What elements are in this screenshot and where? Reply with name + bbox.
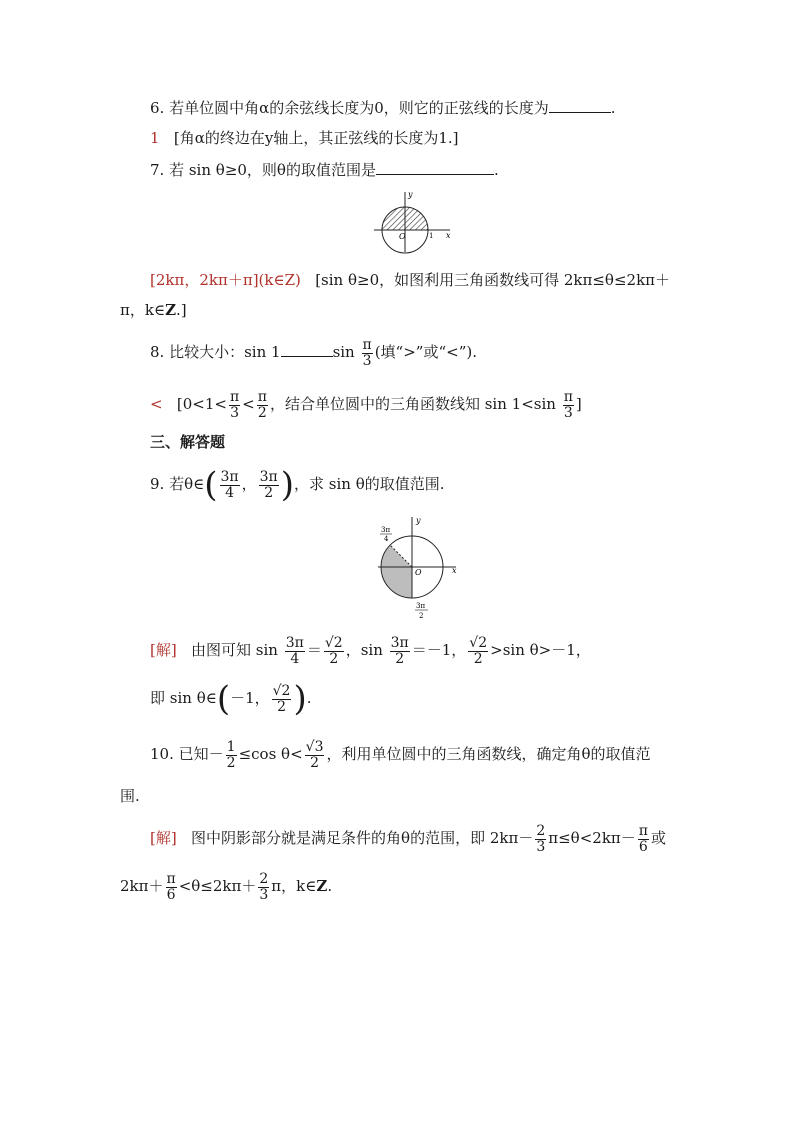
x-label: x xyxy=(446,231,451,240)
question-8 xyxy=(150,332,477,372)
question-text-b: ，求 sin θ的取值范围. xyxy=(294,475,445,493)
solution-text-d: >sin θ>－1， xyxy=(490,641,591,659)
solution-tag: [解] xyxy=(150,641,177,659)
answer-8 xyxy=(150,384,582,424)
angle-label-den: 4 xyxy=(384,535,389,543)
numerator: √2 xyxy=(469,634,488,651)
denominator: 3 xyxy=(563,404,573,421)
question-7: 7. 若 sin θ≥0，则θ的取值范围是 . xyxy=(150,161,499,179)
denominator: 2 xyxy=(395,650,405,667)
fraction-pi-over-3 xyxy=(362,338,373,369)
answer-blank xyxy=(376,160,494,175)
fraction-root2-over-2 xyxy=(324,636,344,667)
numerator: π xyxy=(257,388,267,405)
question-text: 若θ∈ xyxy=(169,475,205,493)
answer-blank xyxy=(281,342,333,357)
numerator: π xyxy=(166,870,176,887)
comma: ， xyxy=(241,475,257,493)
answer-value: [2kπ，2kπ＋π](k∈Z) xyxy=(150,271,301,289)
fraction-3pi-over-2 xyxy=(390,636,410,667)
solution-text-c: π，k∈ xyxy=(271,877,317,895)
numerator: √2 xyxy=(324,634,343,651)
solution-text: 图中阴影部分就是满足条件的角θ的范围，即 2kπ－ xyxy=(191,829,534,847)
numerator: 3π xyxy=(220,468,239,485)
fraction-root2-over-2 xyxy=(468,636,488,667)
fraction-pi-over-3 xyxy=(563,390,574,421)
question-text-c: ，利用单位圆中的三角函数线，确定角θ的取值范 xyxy=(326,745,651,763)
answer-end: ] xyxy=(575,395,582,413)
numerator: π xyxy=(362,336,372,353)
solution-text: 即 sin θ∈ xyxy=(150,689,217,707)
answer-9-line2 xyxy=(150,676,312,720)
denominator: 6 xyxy=(638,838,648,855)
solution-text-b: π≤θ<2kπ－ xyxy=(548,829,636,847)
equals: ＝ xyxy=(306,641,322,659)
question-number: 9. xyxy=(150,475,165,493)
question-10 xyxy=(150,732,651,776)
denominator: 3 xyxy=(230,404,240,421)
solution-text-c: ＝－1， xyxy=(411,641,467,659)
question-9 xyxy=(150,462,445,506)
answer-7 xyxy=(150,270,670,290)
unit-circle-figure-7 xyxy=(372,188,454,254)
answer-7-cont xyxy=(120,300,187,320)
answer-explanation-cont: π，k∈ xyxy=(120,301,166,319)
numerator: 3π xyxy=(285,634,304,651)
close-paren: ) xyxy=(280,465,294,505)
x-label: x xyxy=(452,566,457,575)
denominator: 4 xyxy=(225,484,235,501)
solution-text: 2kπ＋ xyxy=(120,877,164,895)
answer-explanation: [sin θ≥0，如图利用三角函数线可得 2kπ≤θ≤2kπ＋ xyxy=(315,271,671,289)
fraction-root3-over-2 xyxy=(305,740,325,771)
answer-explanation-b: ，结合单位圆中的三角函数线知 sin 1<sin xyxy=(269,395,556,413)
close-paren: ) xyxy=(293,679,307,719)
denominator: 3 xyxy=(259,886,269,903)
numerator: 3π xyxy=(259,468,278,485)
y-label: y xyxy=(408,190,413,199)
answer-9 xyxy=(150,628,591,672)
question-number: 10. xyxy=(150,745,174,763)
question-text: 已知－ xyxy=(178,745,224,763)
answer-blank xyxy=(549,98,611,113)
question-text-b: sin xyxy=(332,343,355,361)
denominator: 2 xyxy=(226,754,236,771)
denominator: 2 xyxy=(329,650,339,667)
question-number: 6. xyxy=(150,99,165,117)
origin-label: O xyxy=(415,568,422,577)
denominator: 4 xyxy=(290,650,300,667)
question-text-c: (填“>”或“<”). xyxy=(374,343,477,361)
numerator: π xyxy=(638,822,648,839)
integer-set: Z xyxy=(165,301,177,319)
fraction-pi-over-6 xyxy=(166,872,177,903)
fraction-2-over-3 xyxy=(258,872,269,903)
answer-explanation: [角α的终边在y轴上，其正弦线的长度为1.] xyxy=(173,129,459,147)
fraction-3pi-over-4 xyxy=(285,636,305,667)
answer-end: .] xyxy=(176,301,187,319)
question-number: 8. xyxy=(150,343,165,361)
numerator: 2 xyxy=(536,822,546,839)
fraction-pi-over-2 xyxy=(257,390,268,421)
fraction-pi-over-3 xyxy=(229,390,240,421)
question-text: 比较大小：sin 1 xyxy=(169,343,281,361)
denominator: 2 xyxy=(473,650,483,667)
question-10-cont: 围. xyxy=(120,787,140,805)
answer-explanation: [0<1< xyxy=(176,395,227,413)
denominator: 3 xyxy=(362,352,372,369)
denominator: 2 xyxy=(310,754,320,771)
question-text: 若单位圆中角α的余弦线长度为0，则它的正弦线的长度为 xyxy=(169,99,549,117)
question-text: 若 sin θ≥0，则θ的取值范围是 xyxy=(169,161,376,179)
integer-set: Z xyxy=(316,877,328,895)
angle-label-num: 3π xyxy=(381,526,391,534)
fraction-1-over-2 xyxy=(226,740,237,771)
question-text-b: ≤cos θ< xyxy=(238,745,303,763)
fraction-pi-over-6 xyxy=(638,824,649,855)
section-title: 三、解答题 xyxy=(150,433,226,451)
solution-text-b: ，sin xyxy=(345,641,383,659)
one-label: 1 xyxy=(429,232,434,240)
solution-text-b: <θ≤2kπ＋ xyxy=(178,877,257,895)
solution-text: 由图可知 sin xyxy=(191,641,278,659)
numerator: 1 xyxy=(226,738,236,755)
fraction-root2-over-2 xyxy=(272,684,292,715)
unit-circle-figure-9 xyxy=(374,515,460,623)
question-number: 7. xyxy=(150,161,165,179)
denominator: 2 xyxy=(257,404,267,421)
numerator: π xyxy=(229,388,240,405)
fraction-2-over-3 xyxy=(535,824,546,855)
shaded-region xyxy=(381,545,412,598)
end: . xyxy=(327,877,333,895)
open-paren: ( xyxy=(204,465,218,505)
end: . xyxy=(306,689,312,707)
interval-start: －1， xyxy=(230,689,270,707)
answer-6 xyxy=(150,128,458,148)
solution-text-c: 或 xyxy=(650,829,666,847)
numerator: √3 xyxy=(305,738,324,755)
numerator: 2 xyxy=(259,870,269,887)
numerator: 3π xyxy=(390,634,409,651)
denominator: 2 xyxy=(264,484,274,501)
solution-tag: [解] xyxy=(150,829,177,847)
fraction-3pi-over-4 xyxy=(220,470,240,501)
y-label: y xyxy=(416,516,421,525)
denominator: 3 xyxy=(536,838,546,855)
less-than: < xyxy=(242,395,255,413)
answer-10 xyxy=(150,816,666,860)
open-paren: ( xyxy=(216,679,231,719)
origin-label: O xyxy=(399,232,406,241)
denominator: 6 xyxy=(166,886,176,903)
question-6: 6. 若单位圆中角α的余弦线长度为0，则它的正弦线的长度为 . xyxy=(150,99,616,117)
fraction-3pi-over-2 xyxy=(259,470,279,501)
angle-label-num: 3π xyxy=(416,602,426,610)
angle-label-den: 2 xyxy=(419,612,424,620)
denominator: 2 xyxy=(277,698,287,715)
numerator: π xyxy=(563,388,573,405)
answer-value: 1 xyxy=(150,129,160,147)
answer-10-line2 xyxy=(120,864,332,908)
answer-value: < xyxy=(150,395,163,413)
numerator: √2 xyxy=(272,682,291,699)
